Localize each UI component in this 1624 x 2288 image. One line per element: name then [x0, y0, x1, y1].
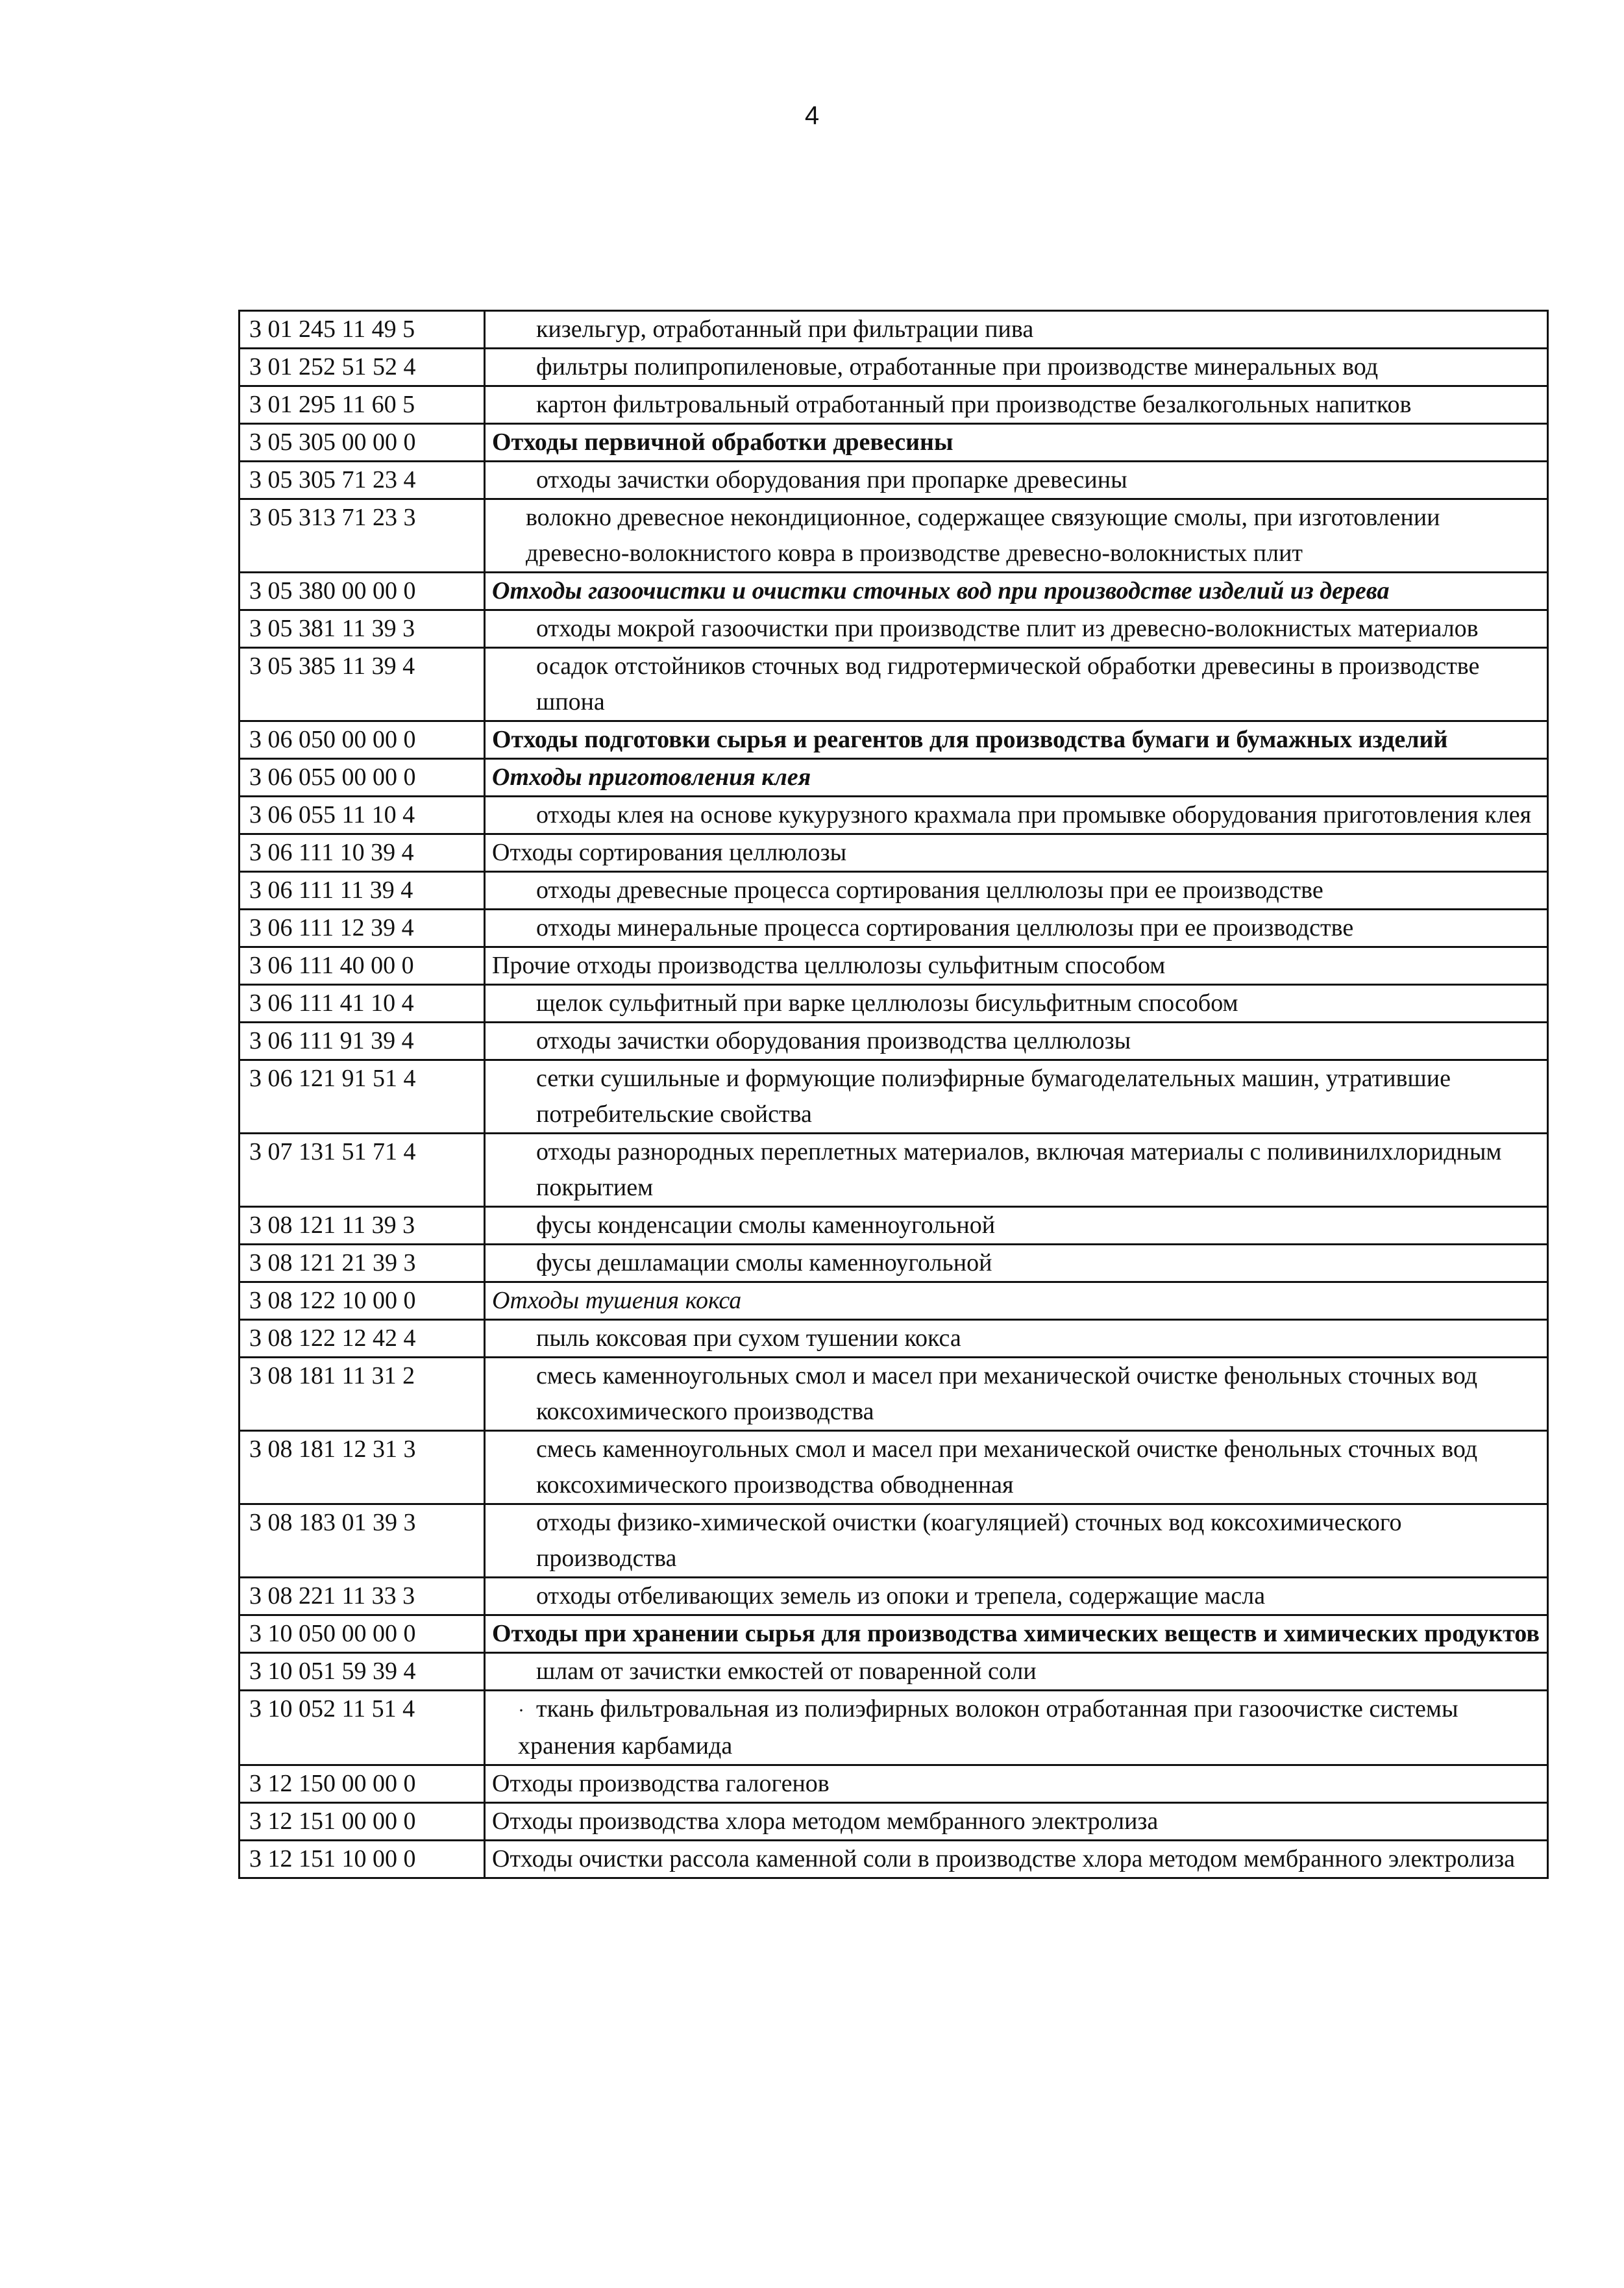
waste-description-text: шлам от зачистки емкостей от поваренной соли	[536, 1658, 1037, 1685]
waste-code-cell: 3 05 305 71 23 4	[240, 462, 485, 499]
table-row	[240, 1245, 1548, 1282]
waste-description-cell	[485, 1207, 1548, 1245]
waste-code-cell: 3 08 121 21 39 3	[240, 1245, 485, 1282]
waste-code-cell: 3 06 111 12 39 4	[240, 910, 485, 947]
waste-code-cell: 3 10 050 00 00 0	[240, 1615, 485, 1653]
waste-description-text: отходы минеральные процесса сортирования целлюлозы при ее производстве	[536, 914, 1354, 941]
table-row	[240, 1841, 1548, 1878]
waste-description-text: Отходы первичной обработки древесины	[492, 429, 953, 456]
waste-code-cell: 3 12 150 00 00 0	[240, 1765, 485, 1803]
table-row	[240, 1578, 1548, 1615]
waste-description-cell	[485, 462, 1548, 499]
waste-code-cell: 3 08 122 10 00 0	[240, 1282, 485, 1320]
waste-code-cell: 3 06 111 41 10 4	[240, 985, 485, 1023]
waste-description-cell	[485, 1653, 1548, 1691]
waste-description-text: Отходы приготовления клея	[492, 764, 811, 791]
waste-description-cell	[485, 1282, 1548, 1320]
waste-code-cell: 3 07 131 51 71 4	[240, 1134, 485, 1207]
waste-description-text: смесь каменноугольных смол и масел при механической очистке фенольных сточных вод коксохимического производства	[536, 1362, 1478, 1425]
waste-code-cell: 3 05 380 00 00 0	[240, 573, 485, 610]
waste-description-cell	[485, 1245, 1548, 1282]
waste-description-cell	[485, 947, 1548, 985]
waste-code-cell: 3 01 295 11 60 5	[240, 386, 485, 424]
waste-description-text: волокно древесное некондиционное, содержащее связующие смолы, при изготовлении древесно-волокнистого ковра в производстве древесно-волокнистых плит	[526, 504, 1440, 567]
waste-description-text: Отходы газоочистки и очистки сточных вод при производстве изделий из дерева	[492, 577, 1390, 604]
waste-description-text: фильтры полипропиленовые, отработанные при производстве минеральных вод	[536, 353, 1379, 380]
waste-description-text: отходы мокрой газоочистки при производстве плит из древесно-волокнистых материалов	[536, 615, 1479, 642]
waste-description-cell	[485, 1431, 1548, 1504]
table-row	[240, 1431, 1548, 1504]
table-row	[240, 1765, 1548, 1803]
table-row	[240, 985, 1548, 1023]
waste-description-cell	[485, 386, 1548, 424]
waste-code-cell: 3 06 111 10 39 4	[240, 834, 485, 872]
table-row	[240, 721, 1548, 759]
waste-description-cell	[485, 424, 1548, 462]
waste-code-cell: 3 05 313 71 23 3	[240, 499, 485, 573]
waste-description-cell	[485, 1060, 1548, 1134]
waste-description-cell	[485, 610, 1548, 648]
waste-description-text: осадок отстойников сточных вод гидротермической обработки древесины в производстве шпона	[536, 653, 1480, 715]
waste-description-text: Отходы при хранении сырья для производства химических веществ и химических продуктов	[492, 1620, 1540, 1647]
waste-description-cell	[485, 834, 1548, 872]
waste-description-text: кизельгур, отработанный при фильтрации пива	[536, 316, 1034, 343]
waste-description-cell	[485, 1615, 1548, 1653]
table-row	[240, 424, 1548, 462]
waste-description-text: фусы дешламации смолы каменноугольной	[536, 1249, 992, 1276]
waste-code-cell: 3 05 385 11 39 4	[240, 648, 485, 721]
waste-code-cell: 3 06 111 91 39 4	[240, 1023, 485, 1060]
table-row	[240, 797, 1548, 834]
waste-description-text: Отходы производства галогенов	[492, 1770, 830, 1797]
waste-code-cell: 3 06 055 11 10 4	[240, 797, 485, 834]
waste-description-cell	[485, 1691, 1548, 1765]
waste-code-cell: 3 12 151 00 00 0	[240, 1803, 485, 1841]
waste-description-text: отходы отбеливающих земель из опоки и трепела, содержащие масла	[536, 1582, 1266, 1610]
waste-description-text: пыль коксовая при сухом тушении кокса	[536, 1324, 961, 1352]
waste-description-text: отходы древесные процесса сортирования целлюлозы при ее производстве	[536, 877, 1323, 904]
table-row	[240, 834, 1548, 872]
waste-code-cell: 3 01 252 51 52 4	[240, 349, 485, 386]
waste-description-text: Отходы сортирования целлюлозы	[492, 839, 847, 866]
waste-description-cell	[485, 1765, 1548, 1803]
waste-description-text: отходы физико-химической очистки (коагуляцией) сточных вод коксохимического производства	[536, 1509, 1402, 1572]
table-row	[240, 910, 1548, 947]
waste-description-text: отходы разнородных переплетных материалов, включая материалы с поливинилхлоридным покрытием	[536, 1138, 1502, 1201]
table-row	[240, 349, 1548, 386]
waste-description-cell	[485, 1841, 1548, 1878]
table-body	[240, 311, 1548, 1878]
waste-code-cell: 3 12 151 10 00 0	[240, 1841, 485, 1878]
table-row	[240, 1504, 1548, 1578]
waste-description-cell	[485, 1134, 1548, 1207]
table-row	[240, 1282, 1548, 1320]
table-row	[240, 1207, 1548, 1245]
waste-code-cell: 3 05 381 11 39 3	[240, 610, 485, 648]
table-row	[240, 1653, 1548, 1691]
table-row	[240, 872, 1548, 910]
table-row	[240, 462, 1548, 499]
waste-code-cell: 3 10 051 59 39 4	[240, 1653, 485, 1691]
waste-code-cell: 3 06 111 11 39 4	[240, 872, 485, 910]
table-row	[240, 610, 1548, 648]
waste-code-cell: 3 08 181 11 31 2	[240, 1358, 485, 1431]
table-row	[240, 1358, 1548, 1431]
table-row	[240, 1023, 1548, 1060]
table-row	[240, 648, 1548, 721]
table-row	[240, 1320, 1548, 1358]
table-row	[240, 311, 1548, 349]
waste-description-text: Отходы очистки рассола каменной соли в производстве хлора методом мембранного электролиза	[492, 1845, 1516, 1872]
waste-code-cell: 3 05 305 00 00 0	[240, 424, 485, 462]
waste-code-cell: 3 06 055 00 00 0	[240, 759, 485, 797]
waste-description-cell	[485, 759, 1548, 797]
waste-code-cell: 3 08 181 12 31 3	[240, 1431, 485, 1504]
waste-code-cell: 3 10 052 11 51 4	[240, 1691, 485, 1765]
waste-description-cell	[485, 1803, 1548, 1841]
waste-description-cell	[485, 797, 1548, 834]
waste-code-cell: 3 06 111 40 00 0	[240, 947, 485, 985]
waste-description-text: фусы конденсации смолы каменноугольной	[536, 1212, 996, 1239]
table-row	[240, 1060, 1548, 1134]
waste-description-text: щелок сульфитный при варке целлюлозы бисульфитным способом	[536, 989, 1238, 1017]
table-row	[240, 499, 1548, 573]
waste-code-cell: 3 06 050 00 00 0	[240, 721, 485, 759]
table-row	[240, 1691, 1548, 1765]
waste-description-text: ткань фильтровальная из полиэфирных волокон отработанная при газоочистке системы хранения карбамида	[518, 1695, 1458, 1760]
waste-description-cell	[485, 985, 1548, 1023]
waste-code-cell: 3 08 122 12 42 4	[240, 1320, 485, 1358]
table-row	[240, 573, 1548, 610]
waste-description-text: картон фильтровальный отработанный при производстве безалкогольных напитков	[536, 391, 1412, 418]
waste-code-cell: 3 08 183 01 39 3	[240, 1504, 485, 1578]
waste-description-cell	[485, 1358, 1548, 1431]
waste-description-cell	[485, 1320, 1548, 1358]
page-number: 4	[804, 101, 820, 130]
waste-description-text: отходы клея на основе кукурузного крахмала при промывке оборудования приготовления клея	[536, 801, 1532, 828]
waste-description-cell	[485, 648, 1548, 721]
waste-description-cell	[485, 910, 1548, 947]
waste-description-cell	[485, 499, 1548, 573]
table-row	[240, 386, 1548, 424]
waste-description-text: отходы зачистки оборудования при пропарке древесины	[536, 466, 1127, 493]
waste-description-cell	[485, 1023, 1548, 1060]
waste-description-text: Прочие отходы производства целлюлозы сульфитным способом	[492, 952, 1166, 979]
table-row	[240, 1615, 1548, 1653]
waste-code-cell: 3 01 245 11 49 5	[240, 311, 485, 349]
table-row	[240, 759, 1548, 797]
waste-description-cell	[485, 872, 1548, 910]
waste-code-table	[238, 310, 1549, 1879]
waste-description-cell	[485, 1504, 1548, 1578]
table-row	[240, 1803, 1548, 1841]
waste-description-cell	[485, 573, 1548, 610]
waste-code-cell: 3 08 221 11 33 3	[240, 1578, 485, 1615]
waste-description-cell	[485, 311, 1548, 349]
waste-code-cell: 3 08 121 11 39 3	[240, 1207, 485, 1245]
table-row	[240, 1134, 1548, 1207]
waste-description-cell	[485, 721, 1548, 759]
waste-description-text: сетки сушильные и формующие полиэфирные бумагоделательных машин, утратившие потребительские свойства	[536, 1065, 1451, 1128]
waste-description-text: отходы зачистки оборудования производства целлюлозы	[536, 1027, 1131, 1054]
waste-description-cell	[485, 349, 1548, 386]
waste-description-text: Отходы производства хлора методом мембранного электролиза	[492, 1808, 1159, 1835]
waste-description-text: Отходы подготовки сырья и реагентов для производства бумаги и бумажных изделий	[492, 726, 1448, 753]
waste-description-cell	[485, 1578, 1548, 1615]
waste-code-cell: 3 06 121 91 51 4	[240, 1060, 485, 1134]
table-row	[240, 947, 1548, 985]
waste-description-text: смесь каменноугольных смол и масел при механической очистке фенольных сточных вод коксохимического производства обводненная	[536, 1436, 1478, 1498]
bullet-dot-icon: ·	[518, 1700, 524, 1721]
waste-description-text: Отходы тушения кокса	[492, 1287, 742, 1314]
